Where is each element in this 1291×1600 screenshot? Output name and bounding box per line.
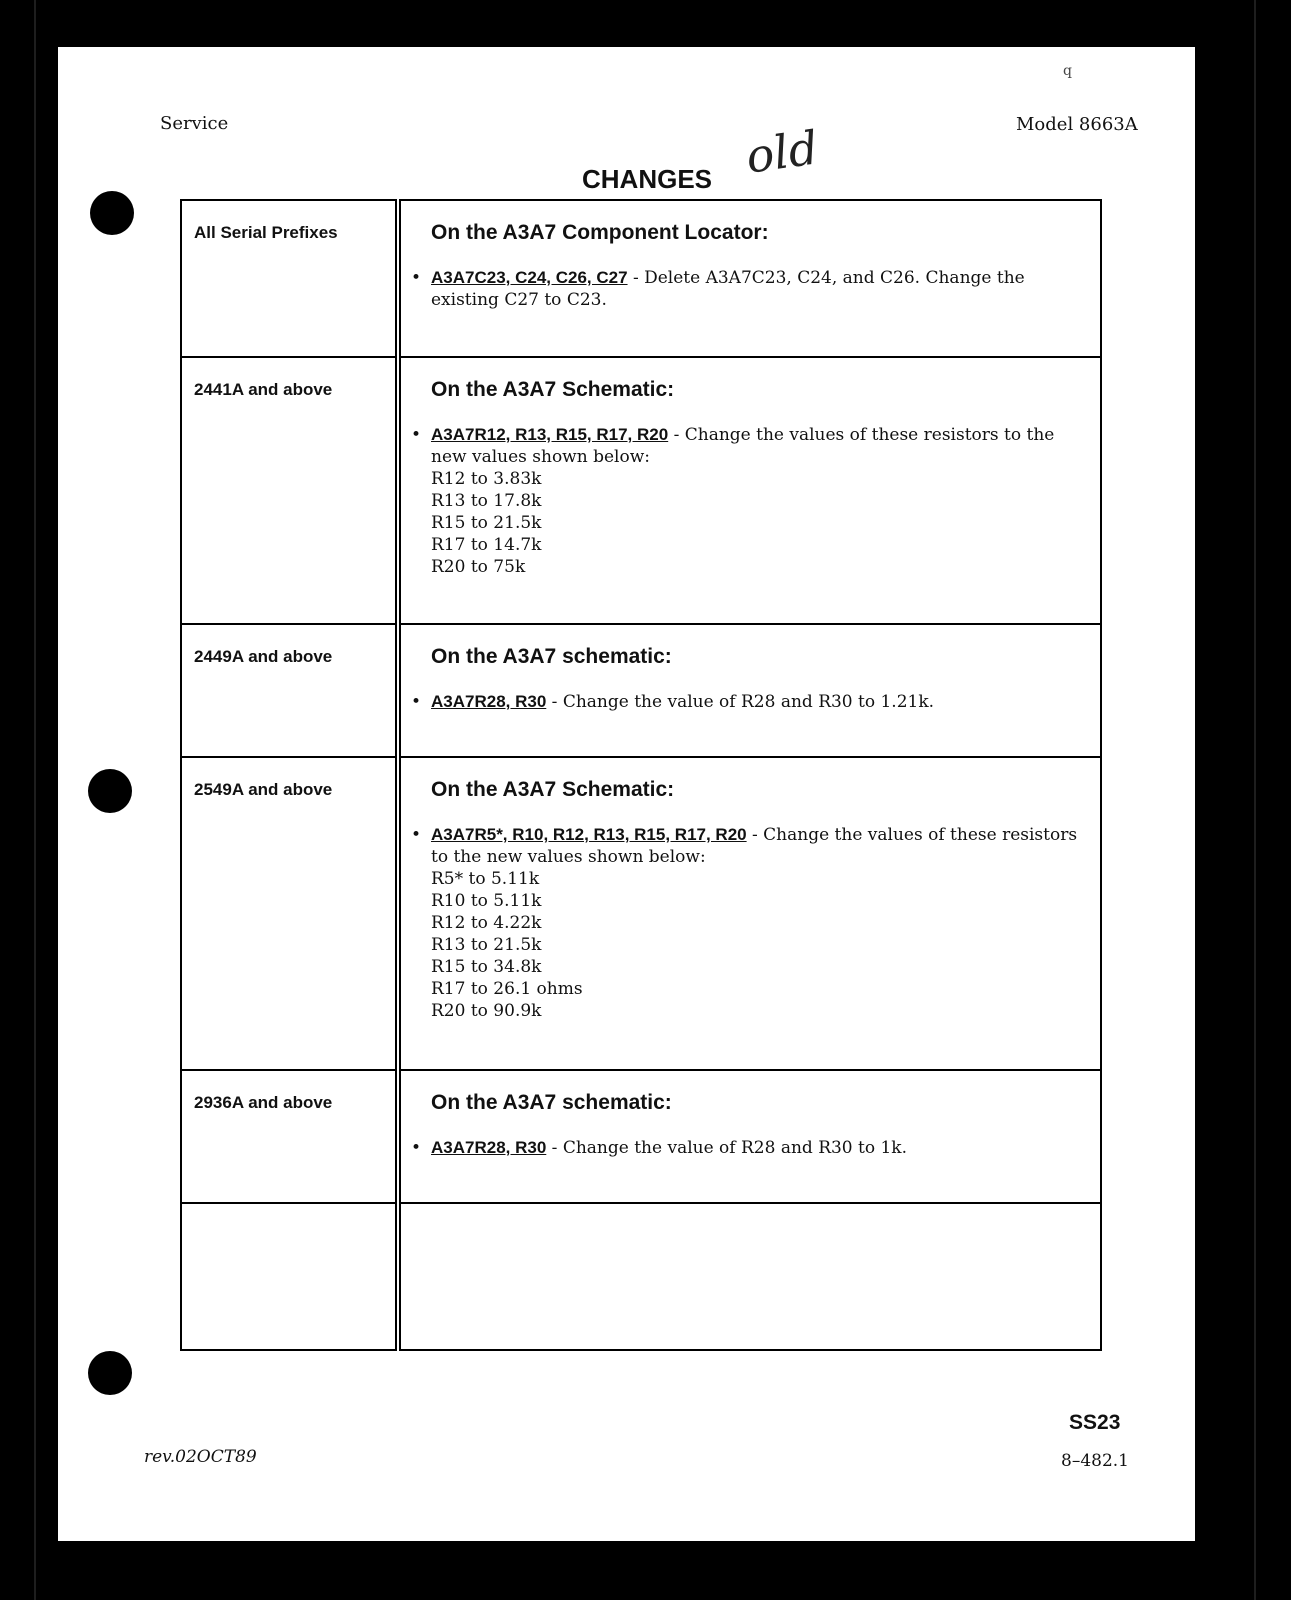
serial-prefix: 2549A and above [181,757,398,1070]
list-item: R20 to 75k [431,557,526,577]
serial-prefix: All Serial Prefixes [181,200,398,357]
header-model-label: Model 8663A [1016,114,1138,135]
header-section-label: Service [160,113,229,134]
list-item: R17 to 14.7k [431,535,542,555]
section-heading: On the A3A7 schematic: [431,645,672,668]
change-content [398,200,1101,357]
page-number: 8–482.1 [1061,1451,1129,1471]
component-reference: A3A7R28, R30 [431,692,547,711]
section-heading: On the A3A7 Schematic: [431,778,675,801]
table-row [181,624,1101,757]
serial-prefix: 2449A and above [181,624,398,757]
section-heading: On the A3A7 Schematic: [431,378,675,401]
scan-edge-line [1254,0,1256,1600]
section-heading: On the A3A7 Component Locator: [431,221,769,244]
section-heading: On the A3A7 schematic: [431,1091,672,1114]
list-item: R13 to 17.8k [431,491,542,511]
change-description: - Change the value of R28 and R30 to 1.21k. [546,692,935,712]
section-code: SS23 [1069,1411,1121,1434]
change-item [411,691,1094,713]
scan-edge-line [34,0,36,1600]
bullet-icon: • [411,425,422,445]
punch-hole [90,191,134,235]
list-item: R15 to 34.8k [431,957,542,977]
change-content [398,1070,1101,1203]
component-reference: A3A7R28, R30 [431,1138,547,1157]
table-row [181,357,1101,624]
values-list [431,868,1094,1022]
change-description: - Change the values of these resistors to the new values shown below: [431,425,1055,467]
change-description: - Delete A3A7C23, C24, and C26. Change the existing C27 to C23. [431,268,1025,310]
change-description: - Change the value of R28 and R30 to 1k. [546,1138,908,1158]
change-item [411,824,1094,868]
change-item [411,1137,1094,1159]
change-content [398,624,1101,757]
punch-hole [88,1351,132,1395]
table-row [181,1070,1101,1203]
revision-code: rev.02OCT89 [144,1447,257,1467]
page-title: CHANGES [582,164,713,194]
change-content [398,757,1101,1070]
list-item: R10 to 5.11k [431,891,542,911]
values-list [431,468,1094,578]
list-item: R20 to 90.9k [431,1001,542,1021]
component-reference: A3A7R12, R13, R15, R17, R20 [431,425,669,444]
change-description: - Change the values of these resistors to the new values shown below: [431,825,1078,867]
punch-hole [88,769,132,813]
bullet-icon: • [411,825,422,845]
serial-prefix-empty [181,1203,398,1350]
changes-table [180,199,1102,1351]
component-reference: A3A7R5*, R10, R12, R13, R15, R17, R20 [431,825,747,844]
component-reference: A3A7C23, C24, C26, C27 [431,268,628,287]
change-content [398,357,1101,624]
list-item: R17 to 26.1 ohms [431,979,583,999]
change-item [411,424,1094,468]
table-row-empty [181,1203,1101,1350]
list-item: R13 to 21.5k [431,935,542,955]
serial-prefix: 2936A and above [181,1070,398,1203]
bullet-icon: • [411,692,422,712]
table-row [181,200,1101,357]
change-content-empty [398,1203,1101,1350]
bullet-icon: • [411,1138,422,1158]
corner-mark: q [1063,63,1072,79]
list-item: R12 to 4.22k [431,913,542,933]
list-item: R5* to 5.11k [431,869,540,889]
handwritten-note: old [742,120,822,184]
bullet-icon: • [411,268,422,288]
document-page [58,47,1195,1541]
list-item: R15 to 21.5k [431,513,542,533]
table-row [181,757,1101,1070]
list-item: R12 to 3.83k [431,469,542,489]
serial-prefix: 2441A and above [181,357,398,624]
change-item [411,267,1094,311]
